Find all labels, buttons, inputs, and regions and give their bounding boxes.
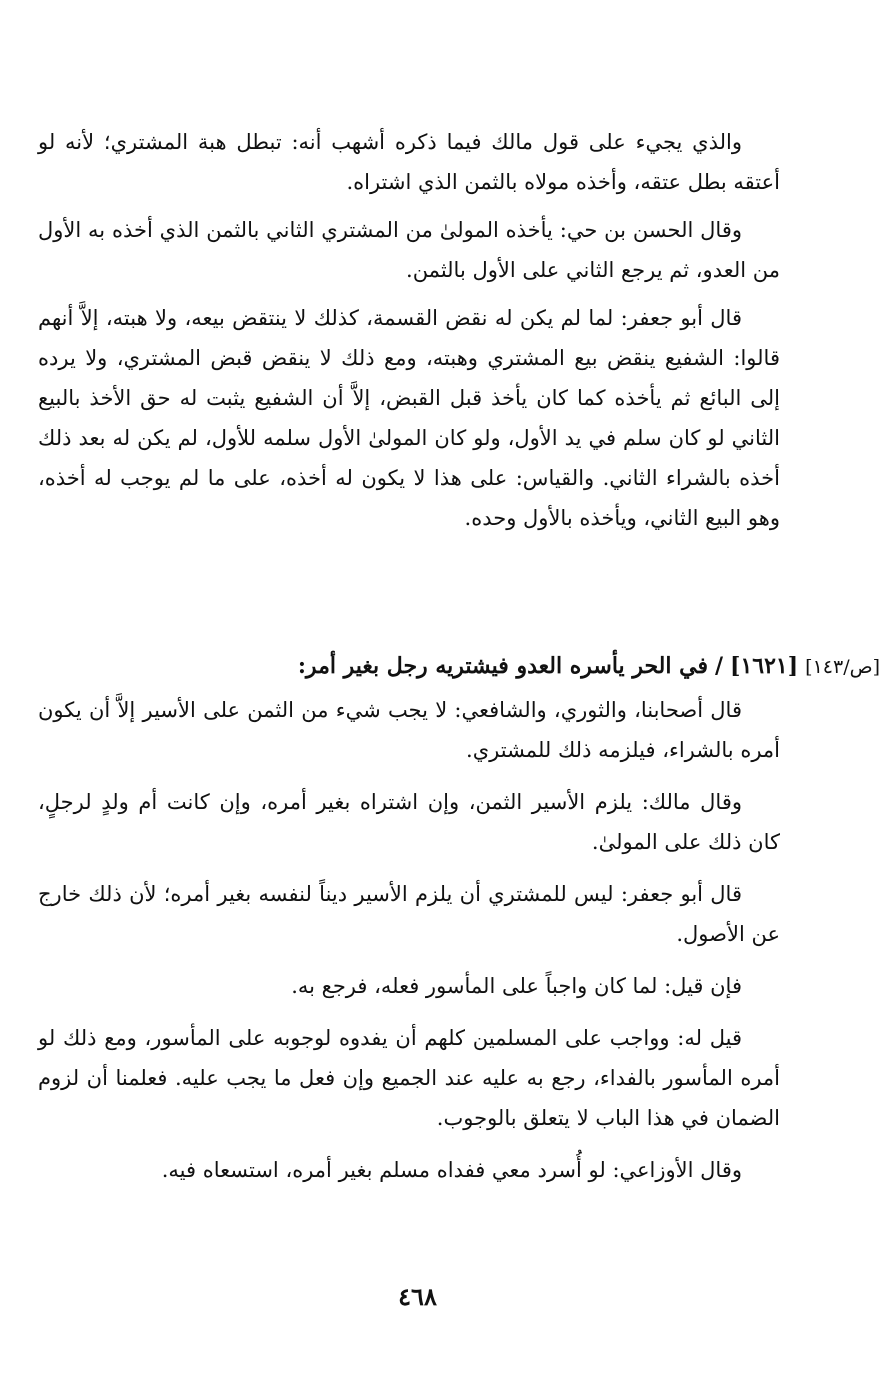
- paragraph-9: وقال الأوزاعي: لو أُسرد معي ففداه مسلم بغير أمره، استسعاه فيه.: [161, 1158, 742, 1182]
- paragraph-7: فإن قيل: لما كان واجباً على المأسور فعله، فرجع به.: [291, 974, 742, 998]
- paragraph-3: قال أبو جعفر: لما لم يكن له نقض القسمة، كذلك لا ينتقض بيعه، ولا هبته، إلاَّ أنهم قالوا: الشفيع ينقض بيع المشتري وهبته، ومع ذلك لا ينقض قبض المشتري، ولا يرده إلى البائع ثم يأخذه كما كان يأخذ قبل القبض، إلاَّ أن الشفيع يثبت له حق الأخذ بالبيع الثاني لو كان سلم في يد الأول، ولو كان المولىٰ الأول سلمه للأول، لم يكن له بعد ذلك أخذه بالشراء الثاني. والقياس: على هذا لا يكون له أخذه، على ما لم يوجب له أخذه، وهو البيع الثاني، ويأخذه بالأول وحده.: [38, 306, 780, 530]
- section-number: [١٦٢١]: [730, 653, 799, 679]
- paragraph-5: وقال مالك: يلزم الأسير الثمن، وإن اشتراه بغير أمره، وإن كانت أم ولدٍ لرجلٍ، كان ذلك على المولىٰ.: [38, 790, 780, 854]
- body-text-bottom: [38, 690, 780, 1190]
- paragraph-6: قال أبو جعفر: ليس للمشتري أن يلزم الأسير ديناً لنفسه بغير أمره؛ لأن ذلك خارج عن الأصول.: [38, 882, 780, 946]
- paragraph-4: قال أصحابنا، والثوري، والشافعي: لا يجب شيء من الثمن على الأسير إلاَّ أن يكون أمره بالشراء، فيلزمه ذلك للمشتري.: [38, 698, 780, 762]
- paragraph-8: قيل له: وواجب على المسلمين كلهم أن يفدوه لوجوبه على المأسور، ومع ذلك لو أمره المأسور بالفداء، رجع به عليه عند الجميع وإن فعل ما يجب عليه. فعلمنا أن لزوم الضمان في هذا الباب لا يتعلق بالوجوب.: [38, 1026, 780, 1130]
- section-title: في الحر يأسره العدو فيشتريه رجل بغير أمر:: [297, 653, 708, 679]
- body-text-top: [38, 122, 780, 538]
- paragraph-1: والذي يجيء على قول مالك فيما ذكره أشهب أنه: تبطل هبة المشتري؛ لأنه لو أعتقه بطل عتقه، وأخذه مولاه بالثمن الذي اشتراه.: [38, 130, 780, 194]
- paragraph-2: وقال الحسن بن حي: يأخذه المولىٰ من المشتري الثاني بالثمن الذي أخذه به الأول من العدو، ثم يرجع الثاني على الأول بالثمن.: [38, 218, 780, 282]
- page-number: ٤٦٨: [398, 1282, 437, 1311]
- heading-separator: /: [715, 653, 724, 679]
- page-reference: [ص/١٤٣]: [805, 656, 880, 678]
- section-heading: [20, 646, 880, 687]
